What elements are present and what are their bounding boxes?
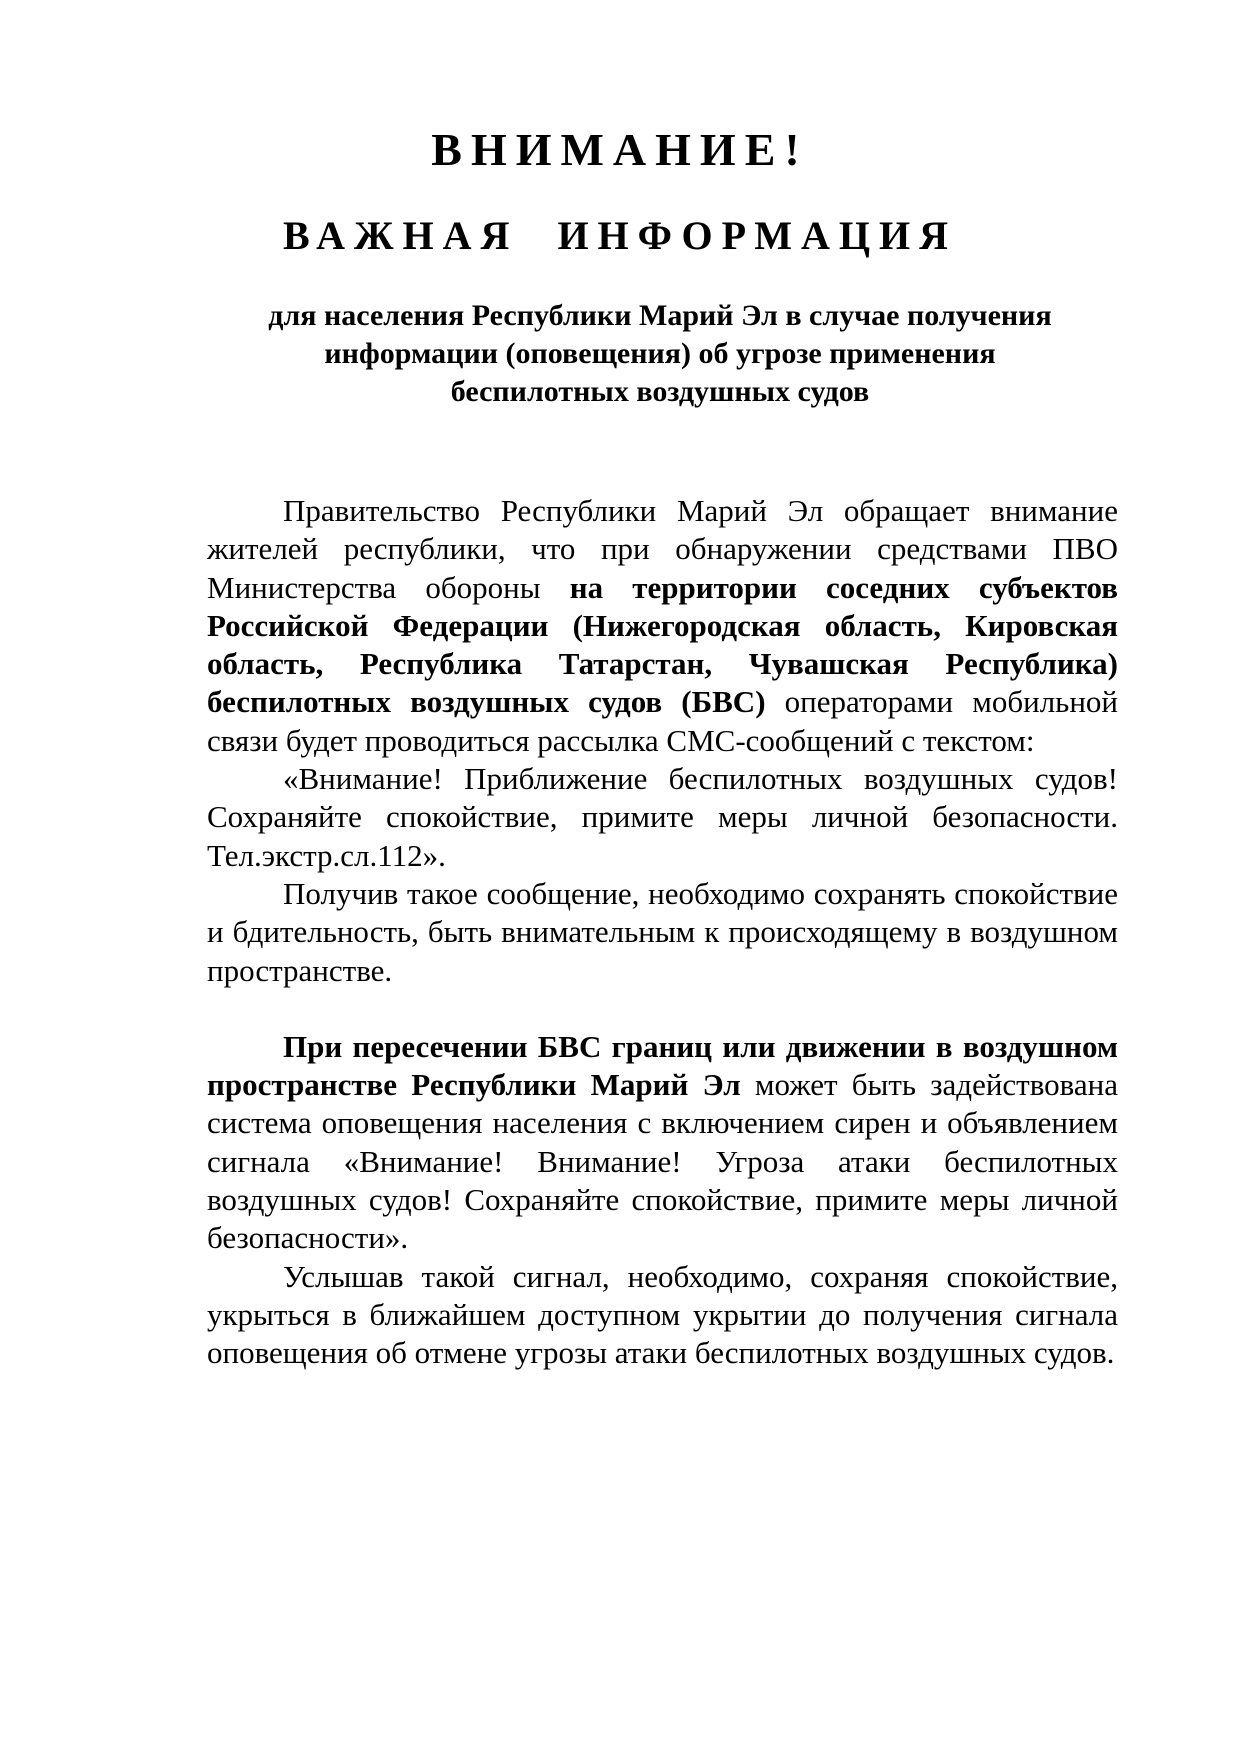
paragraph-bold-text: на территории соседних субъектов Российской Федерации (Нижегородская область, Кировская область, Республика Татарстан, Чувашская Республика) беспилотных воздушных судов (БВС) [207, 569, 1118, 720]
paragraph-text: Услышав такой сигнал, необходимо, сохраняя спокойствие, укрыться в ближайшем доступном укрытии до получения сигнала оповещения об отмене угрозы атаки беспилотных воздушных судов. [207, 1258, 1118, 1371]
intro-line: информации (оповещения) об угрозе применения [324, 337, 996, 370]
intro-heading [200, 297, 1120, 411]
paragraph-text: Правительство Республики Марий Эл обращает внимание жителей республики, что при обнаружении средствами ПВО Министерства обороны [207, 493, 1118, 605]
paragraph-siren-notice [207, 1028, 1118, 1258]
intro-line: беспилотных воздушных судов [450, 375, 870, 408]
page-title: ВНИМАНИЕ! [431, 124, 809, 175]
paragraph-text: Получив такое сообщение, необходимо сохранять спокойствие и бдительность, быть внимательным к происходящему в воздушном пространстве. [207, 875, 1118, 988]
paragraph-sms-text [207, 760, 1118, 875]
paragraph-sms-instructions [207, 875, 1118, 990]
paragraph-text: «Внимание! Приближение беспилотных воздушных судов! Сохраняйте спокойствие, примите меры личной безопасности. Тел.экстр.сл.112». [207, 761, 1118, 873]
document-body [207, 492, 1118, 1373]
paragraph-bold-text: При пересечении БВС границ или движении в воздушном пространстве Республики Марий Эл [207, 1028, 1118, 1103]
paragraph-text: операторами мобильной связи будет проводиться рассылка СМС-сообщений с текстом: [207, 684, 1118, 758]
page-subtitle: ВАЖНАЯ ИНФОРМАЦИЯ [282, 213, 958, 258]
paragraph-text: может быть задействована система оповещения населения с включением сирен и объявлением сигнала «Внимание! Внимание! Угроза атаки беспилотных воздушных судов! Сохраняйте спокойствие, примите меры личной безопасности». [207, 1067, 1118, 1256]
paragraph-government-notice [207, 492, 1118, 760]
paragraph-siren-instructions [207, 1258, 1118, 1373]
intro-line: для населения Республики Марий Эл в случае получения [268, 299, 1052, 332]
